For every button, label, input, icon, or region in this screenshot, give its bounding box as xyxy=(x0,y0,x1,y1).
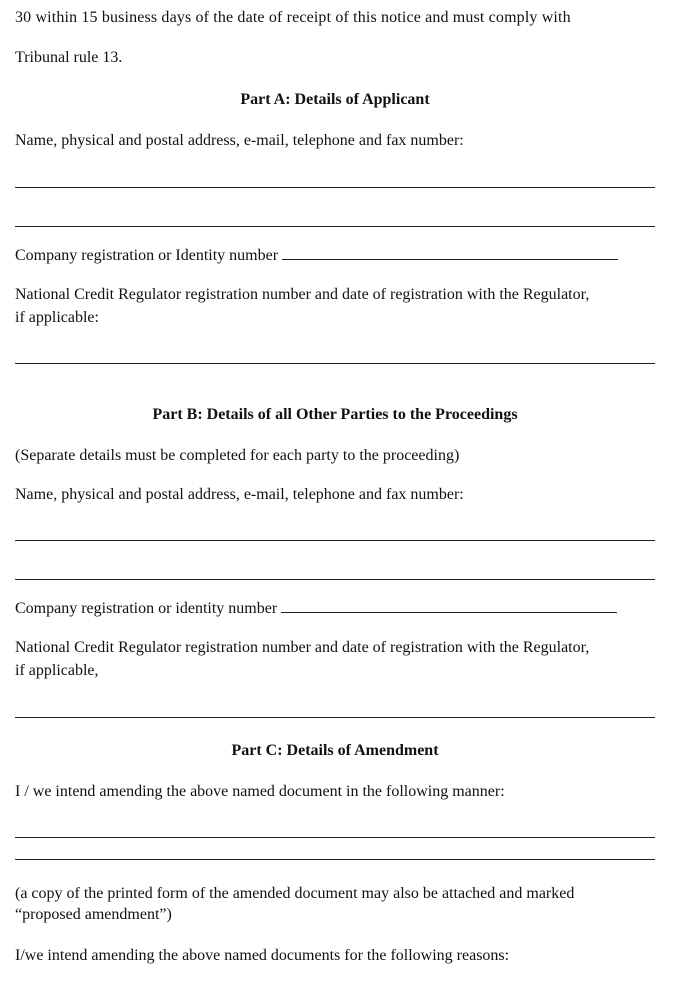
part-a-ncr-line-2: if applicable: xyxy=(15,309,99,326)
intro-line-1: 30 within 15 business days of the date of receipt of this notice and must comply with xyxy=(15,9,571,26)
part-b-company-field[interactable] xyxy=(281,600,617,613)
part-c-manner-label: I / we intend amending the above named document in the following manner: xyxy=(15,783,505,800)
part-a-name-line-2[interactable] xyxy=(15,226,655,227)
intro-line-2: Tribunal rule 13. xyxy=(15,49,123,66)
part-c-reasons-label: I/we intend amending the above named documents for the following reasons: xyxy=(15,947,510,964)
part-b-name-line-1[interactable] xyxy=(15,540,655,541)
part-a-company-row xyxy=(15,246,618,266)
part-c-copy-note-line-1: (a copy of the printed form of the amended document may also be attached and marked xyxy=(15,885,575,902)
part-b-name-line-2[interactable] xyxy=(15,579,655,580)
part-c-heading: Part C: Details of Amendment xyxy=(231,742,439,759)
part-b-company-label: Company registration or identity number xyxy=(15,600,278,617)
part-a-ncr-line-1: National Credit Regulator registration number and date of registration with the Regulator, xyxy=(15,286,590,303)
part-b-ncr-line-2: if applicable, xyxy=(15,662,99,679)
part-b-separate-note: (Separate details must be completed for each party to the proceeding) xyxy=(15,447,460,464)
part-b-name-label: Name, physical and postal address, e-mail, telephone and fax number: xyxy=(15,486,464,503)
part-c-manner-line-2[interactable] xyxy=(15,859,655,860)
part-a-company-label: Company registration or Identity number xyxy=(15,247,279,264)
part-c-copy-note-line-2: “proposed amendment”) xyxy=(15,906,172,923)
part-b-heading: Part B: Details of all Other Parties to the Proceedings xyxy=(152,406,518,423)
part-b-ncr-line[interactable] xyxy=(15,717,655,718)
part-a-ncr-line[interactable] xyxy=(15,363,655,364)
part-b-company-row xyxy=(15,599,617,619)
part-a-name-label: Name, physical and postal address, e-mail, telephone and fax number: xyxy=(15,132,464,149)
part-a-company-field[interactable] xyxy=(282,247,618,260)
part-a-name-line-1[interactable] xyxy=(15,187,655,188)
part-a-heading: Part A: Details of Applicant xyxy=(240,91,430,108)
part-b-ncr-line-1: National Credit Regulator registration number and date of registration with the Regulator, xyxy=(15,639,590,656)
part-c-manner-line-1[interactable] xyxy=(15,837,655,838)
